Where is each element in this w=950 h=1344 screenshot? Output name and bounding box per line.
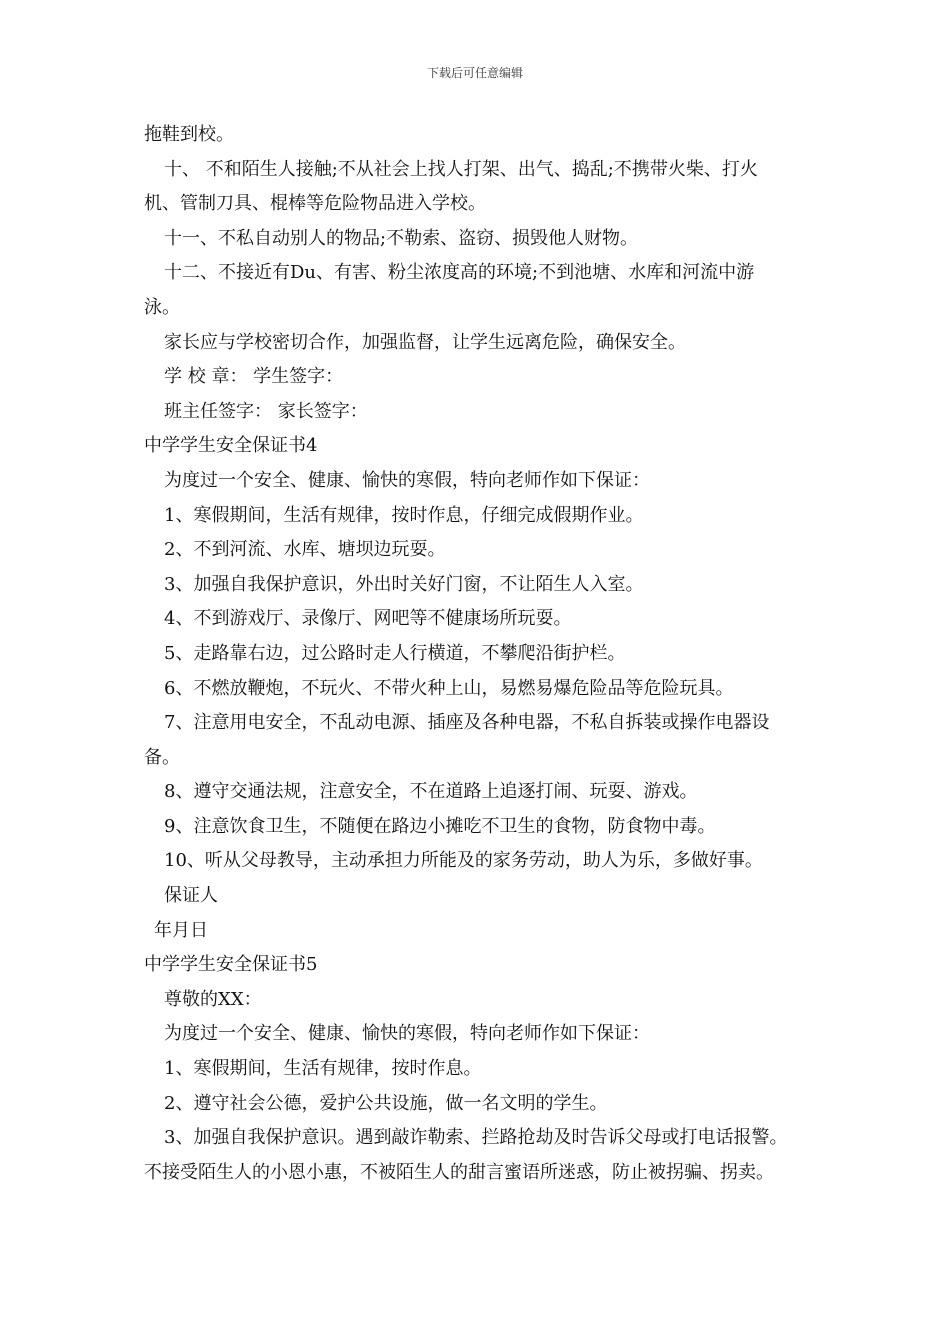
text-line: 10、听从父母教导，主动承担力所能及的家务劳动，助人为乐，多做好事。 [164,850,763,872]
text-line: 十二、不接近有Du、有害、粉尘浓度高的环境;不到池塘、水库和河流中游 [164,262,755,284]
text-line: 不接受陌生人的小恩小惠，不被陌生人的甜言蜜语所迷惑，防止被拐骗、拐卖。 [144,1161,774,1183]
signature-label: 保证人 [164,885,218,907]
text-line: 4、不到游戏厅、录像厅、网吧等不健康场所玩耍。 [164,608,572,630]
text-line: 家长应与学校密切合作，加强监督，让学生远离危险，确保安全。 [164,331,686,353]
section-title: 中学学生安全保证书4 [144,435,318,457]
text-line: 7、注意用电安全，不乱动电源、插座及各种电器，不私自拆装或操作电器设 [164,712,770,734]
text-line: 3、加强自我保护意识，外出时关好门窗，不让陌生人入室。 [164,573,644,595]
date-label: 年月日 [154,919,208,941]
text-line: 备。 [144,746,180,768]
text-line: 3、加强自我保护意识。遇到敲诈勒索、拦路抢劫及时告诉父母或打电话报警。 [164,1127,788,1149]
text-line: 为度过一个安全、健康、愉快的寒假，特向老师作如下保证： [164,1023,650,1045]
text-line: 班主任签字： 家长签字： [164,400,368,422]
text-line: 9、注意饮食卫生，不随便在路边小摊吃不卫生的食物，防食物中毒。 [164,815,716,837]
text-line: 5、走路靠右边，过公路时走人行横道，不攀爬沿街护栏。 [164,642,626,664]
text-line: 十一、不私自动别人的物品;不勒索、盗窃、损毁他人财物。 [164,227,639,249]
text-line: 8、遵守交通法规，注意安全，不在道路上追逐打闹、玩耍、游戏。 [164,781,698,803]
text-line: 2、不到河流、水库、塘坝边玩耍。 [164,539,446,561]
text-line: 1、寒假期间，生活有规律，按时作息。 [164,1058,482,1080]
text-line: 泳。 [144,296,180,318]
page-header: 下载后可任意编辑 [426,66,523,80]
text-line: 十、 不和陌生人接触;不从社会上找人打架、出气、捣乱;不携带火柴、打火 [164,158,758,180]
text-line: 学 校 章： 学生签字： [164,366,344,388]
text-line: 2、遵守社会公德，爱护公共设施，做一名文明的学生。 [164,1092,608,1114]
text-line: 为度过一个安全、健康、愉快的寒假，特向老师作如下保证： [164,469,650,491]
text-line: 拖鞋到校。 [144,124,234,145]
salutation: 尊敬的XX： [164,988,262,1010]
text-line: 6、不燃放鞭炮，不玩火、不带火种上山，易燃易爆危险品等危险玩具。 [164,677,734,699]
text-line: 机、管制刀具、棍棒等危险物品进入学校。 [144,193,486,215]
document-body [0,118,950,1190]
text-line: 1、寒假期间，生活有规律，按时作息，仔细完成假期作业。 [164,504,644,526]
section-title: 中学学生安全保证书5 [144,954,318,976]
